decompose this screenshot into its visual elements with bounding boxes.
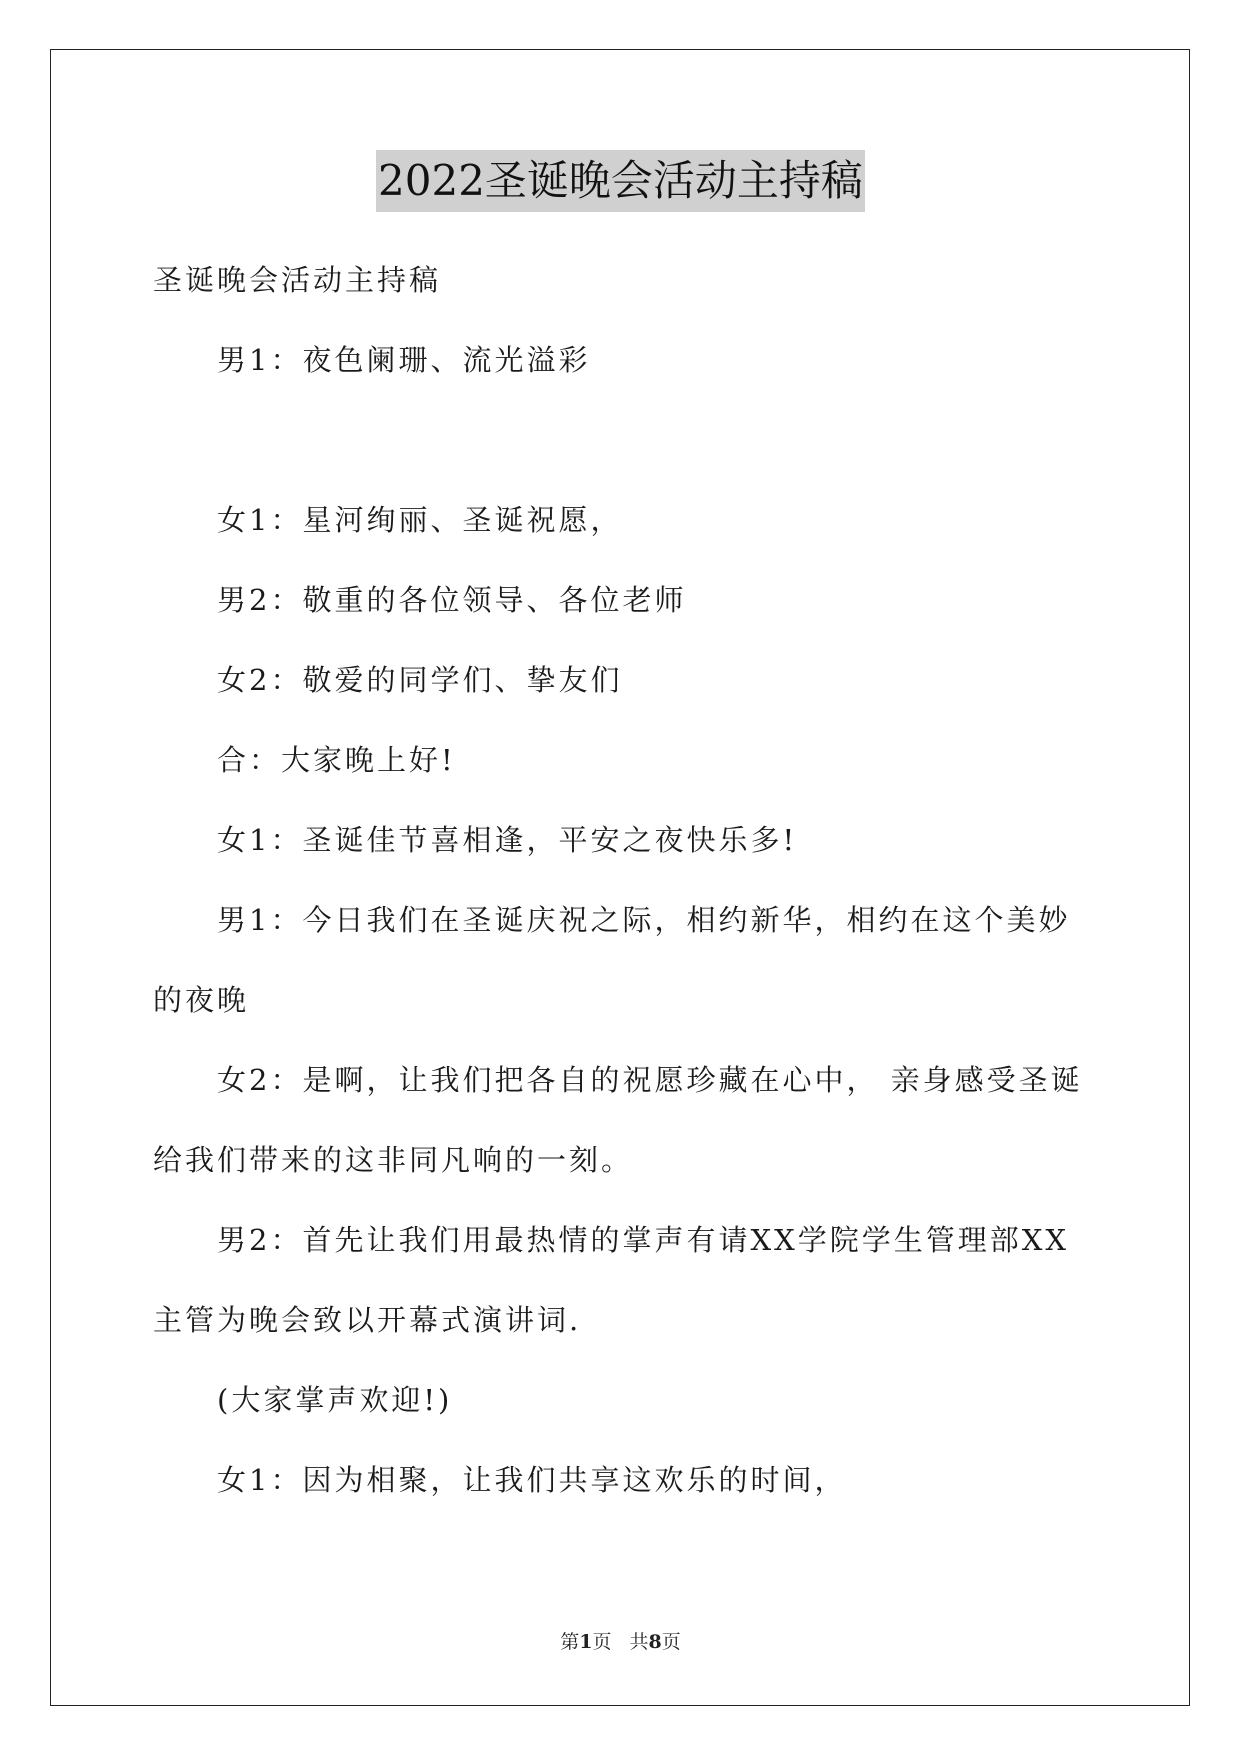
paragraph: 合：大家晚上好!	[217, 743, 456, 777]
footer-total-suffix: 页	[661, 1631, 681, 1653]
footer-prefix: 第	[560, 1631, 580, 1653]
document-title: 2022圣诞晚会活动主持稿	[376, 150, 865, 212]
page-footer	[0, 1627, 1241, 1654]
footer-total-prefix: 共	[629, 1631, 649, 1653]
paragraph: 女2：是啊，让我们把各自的祝愿珍藏在心中， 亲身感受圣诞给我们带来的这非同凡响的一刻。	[153, 1063, 1083, 1177]
document-body	[153, 240, 1093, 1520]
blank-line	[153, 400, 1093, 480]
paragraph: 女2：敬爱的同学们、挚友们	[217, 663, 623, 697]
paragraph: 女1：星河绚丽、圣诞祝愿，	[217, 503, 623, 537]
total-pages: 8	[648, 1631, 662, 1653]
paragraph: 男1：夜色阑珊、流光溢彩	[217, 343, 591, 377]
paragraph: 女1：圣诞佳节喜相逢，平安之夜快乐多!	[217, 823, 798, 857]
footer-page-suffix: 页	[592, 1631, 612, 1653]
document-subtitle: 圣诞晚会活动主持稿	[153, 263, 442, 297]
paragraph: 男2：首先让我们用最热情的掌声有请XX学院学生管理部XX主管为晚会致以开幕式演讲词.	[153, 1223, 1070, 1337]
paragraph: 男1：今日我们在圣诞庆祝之际，相约新华，相约在这个美妙的夜晚	[153, 903, 1071, 1017]
title-container	[0, 150, 1241, 212]
paragraph: 男2：敬重的各位领导、各位老师	[217, 583, 687, 617]
paragraph: (大家掌声欢迎!)	[217, 1383, 453, 1417]
page-number: 1	[579, 1631, 593, 1653]
paragraph: 女1：因为相聚，让我们共享这欢乐的时间，	[217, 1463, 847, 1497]
